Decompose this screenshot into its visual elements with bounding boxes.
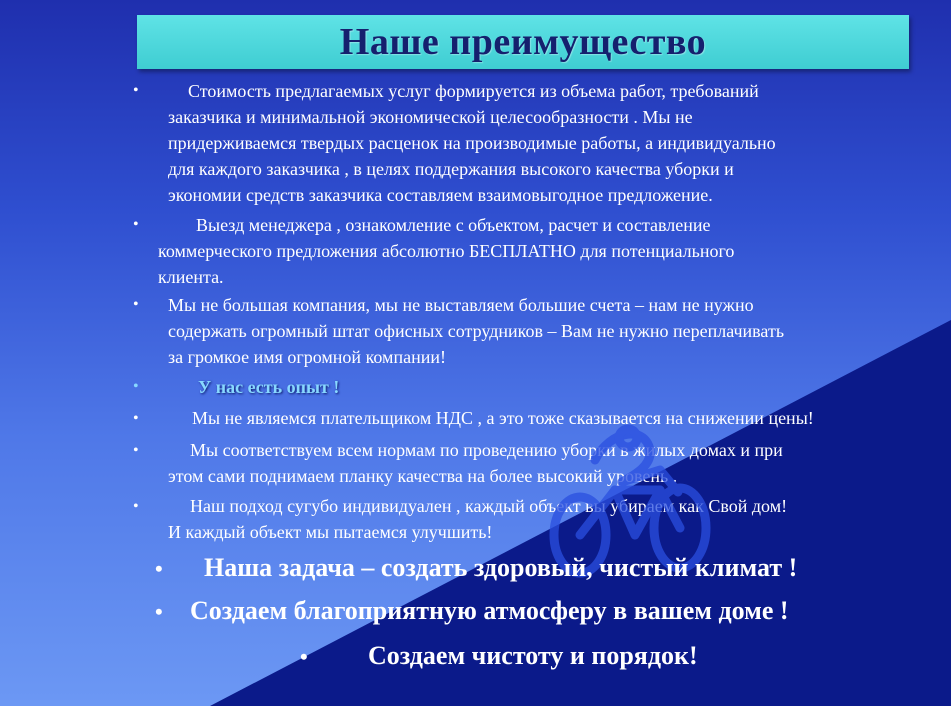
slogan-marker: •	[300, 644, 308, 669]
bullet-text-experience: У нас есть опыт !	[198, 377, 340, 397]
slogan-atmosphere: Создаем благоприятную атмосферу в вашем доме !	[190, 596, 789, 625]
bullet-text-small-company: Мы не большая компания, мы не выставляем большие счета – нам не нужно содержать огромный штат офисных сотрудников – Вам не нужно переплачивать за громкое имя огромной компании!	[168, 295, 785, 367]
bullet-text-approach: Наш подход сугубо индивидуален , каждый объект вы убираем как Свой дом! И каждый объект мы пытаемся улучшить!	[168, 496, 788, 542]
bullet-text-cost: Стоимость предлагаемых услуг формируется из объема работ, требований заказчика и минимальной экономической целесообразности . Мы не придерживаемся твердых расценок на производимые работы, а индивидуально для каждого заказчика , в целях поддержания высокого качества уборки и экономии средств заказчика составляем взаимовыгодное предложение.	[168, 81, 776, 205]
bullet-marker: •	[133, 82, 139, 99]
slogan-order: Создаем чистоту и порядок!	[368, 641, 698, 670]
bullet-text-manager-visit: Выезд менеджера , ознакомление с объектом, расчет и составление коммерческого предложения абсолютно БЕСПЛАТНО для потенциального клиента.	[158, 215, 735, 287]
slide-title: Наше преимущество	[339, 21, 707, 63]
slogan-marker: •	[155, 599, 163, 624]
title-banner	[137, 15, 909, 69]
bullet-marker: •	[133, 296, 139, 313]
bullet-text-standards: Мы соответствуем всем нормам по проведению уборки в жилых домах и при этом сами поднимаем планку качества на более высокий уровень .	[168, 440, 783, 486]
bullet-text-vat: Мы не являемся плательщиком НДС , а это тоже сказывается на снижении цены!	[192, 408, 814, 428]
bullet-marker: •	[133, 442, 139, 459]
slogan-marker: •	[155, 556, 163, 581]
bullet-marker: •	[133, 216, 139, 233]
bullet-marker: •	[133, 378, 139, 395]
bullet-marker: •	[133, 410, 139, 427]
bullet-marker: •	[133, 498, 139, 515]
slogan-task: Наша задача – создать здоровый, чистый климат !	[204, 553, 798, 582]
